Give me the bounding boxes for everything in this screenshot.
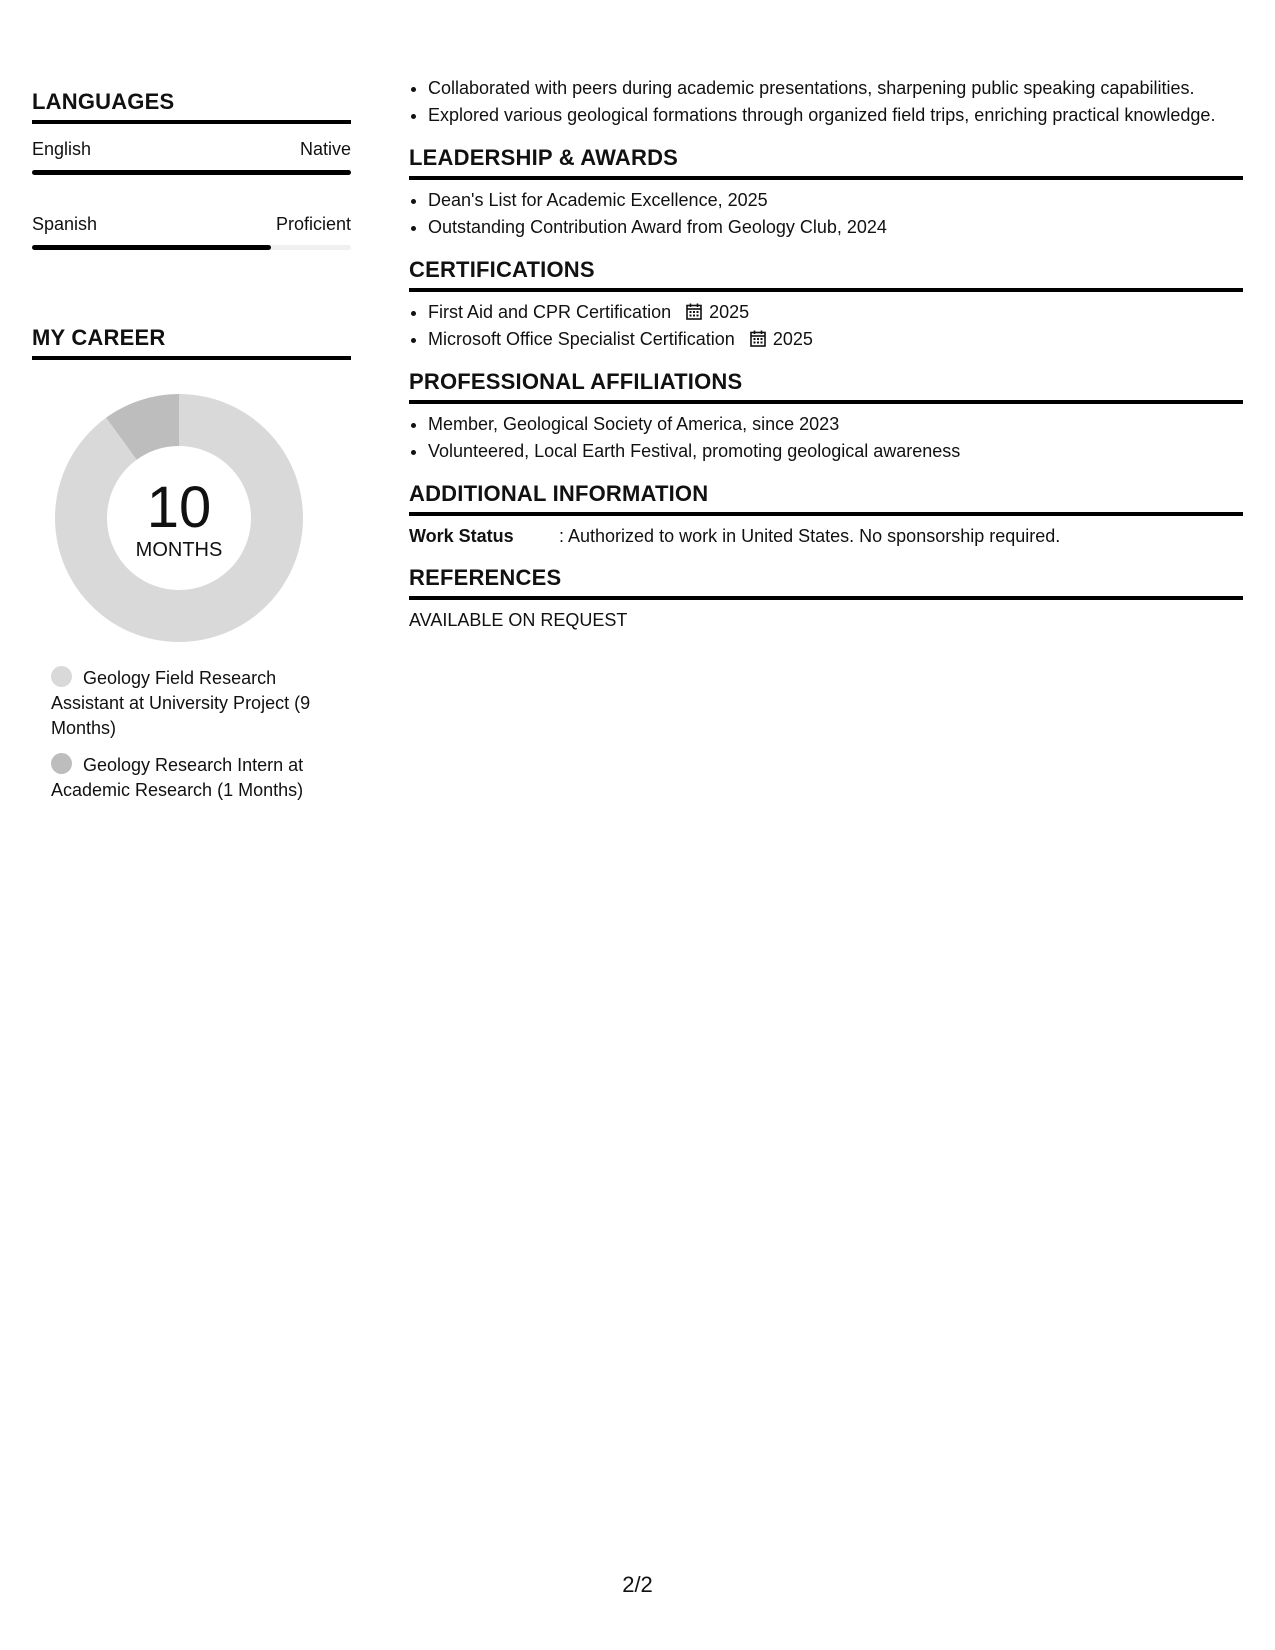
leadership-section bbox=[409, 144, 1243, 240]
calendar-icon bbox=[686, 303, 702, 320]
list-item: • Outstanding Contribution Award from Geology Club, 2024 bbox=[428, 215, 1243, 240]
career-heading: MY CAREER bbox=[32, 324, 351, 360]
list-item bbox=[428, 327, 1243, 352]
calendar-icon bbox=[750, 330, 766, 347]
language-item-english bbox=[32, 138, 351, 175]
additional-info-section bbox=[409, 480, 1243, 548]
language-level: Proficient bbox=[275, 214, 351, 234]
donut-center-label bbox=[55, 394, 303, 642]
additional-info-heading: ADDITIONAL INFORMATION bbox=[409, 480, 1243, 516]
list-item: • Member, Geological Society of America, since 2023 bbox=[428, 412, 1243, 437]
career-total-months: 10 bbox=[146, 475, 212, 540]
language-proficiency-fill bbox=[32, 245, 271, 250]
language-item-spanish bbox=[32, 213, 351, 250]
legend-label: Geology Research Intern at Academic Research (1 Months) bbox=[51, 755, 304, 800]
leadership-heading: LEADERSHIP & AWARDS bbox=[409, 144, 1243, 180]
certification-year: 2025 bbox=[709, 302, 750, 322]
career-legend bbox=[51, 666, 341, 803]
list-item bbox=[428, 300, 1243, 325]
left-column bbox=[32, 88, 351, 815]
career-total-unit: MONTHS bbox=[135, 539, 223, 561]
right-column bbox=[409, 76, 1243, 632]
references-heading: REFERENCES bbox=[409, 564, 1243, 600]
references-section bbox=[409, 564, 1243, 632]
languages-heading: LANGUAGES bbox=[32, 88, 351, 124]
legend-swatch bbox=[51, 753, 72, 774]
work-status-row bbox=[409, 524, 1243, 548]
legend-label: Geology Field Research Assistant at University Project (9 Months) bbox=[51, 668, 311, 738]
experience-bullets bbox=[409, 76, 1243, 128]
language-proficiency-bar bbox=[32, 170, 351, 175]
list-item: • Explored various geological formations through organized field trips, enriching practical knowledge. bbox=[428, 103, 1243, 128]
legend-swatch bbox=[51, 666, 72, 687]
career-section bbox=[32, 324, 351, 803]
list-item: • Dean's List for Academic Excellence, 2025 bbox=[428, 188, 1243, 213]
list-item: • Volunteered, Local Earth Festival, promoting geological awareness bbox=[428, 439, 1243, 464]
page-number: 2/2 bbox=[622, 1572, 653, 1597]
certification-name: Microsoft Office Specialist Certification bbox=[428, 329, 735, 349]
legend-item bbox=[51, 666, 341, 741]
certification-name: First Aid and CPR Certification bbox=[428, 302, 672, 322]
language-proficiency-bar bbox=[32, 245, 351, 250]
affiliations-heading: PROFESSIONAL AFFILIATIONS bbox=[409, 368, 1243, 404]
list-item: • Collaborated with peers during academic presentations, sharpening public speaking capabilities. bbox=[428, 76, 1243, 101]
career-donut-chart bbox=[55, 394, 303, 642]
certifications-section bbox=[409, 256, 1243, 352]
work-status-value: : Authorized to work in United States. No sponsorship required. bbox=[559, 526, 1061, 546]
certification-year: 2025 bbox=[772, 329, 813, 349]
language-name: Spanish bbox=[32, 214, 98, 234]
legend-item bbox=[51, 753, 341, 803]
language-level: Native bbox=[299, 139, 351, 159]
certifications-heading: CERTIFICATIONS bbox=[409, 256, 1243, 292]
affiliations-section bbox=[409, 368, 1243, 464]
language-name: English bbox=[32, 139, 92, 159]
references-text: AVAILABLE ON REQUEST bbox=[409, 610, 628, 630]
work-status-label: Work Status bbox=[409, 526, 514, 546]
language-proficiency-fill bbox=[32, 170, 351, 175]
